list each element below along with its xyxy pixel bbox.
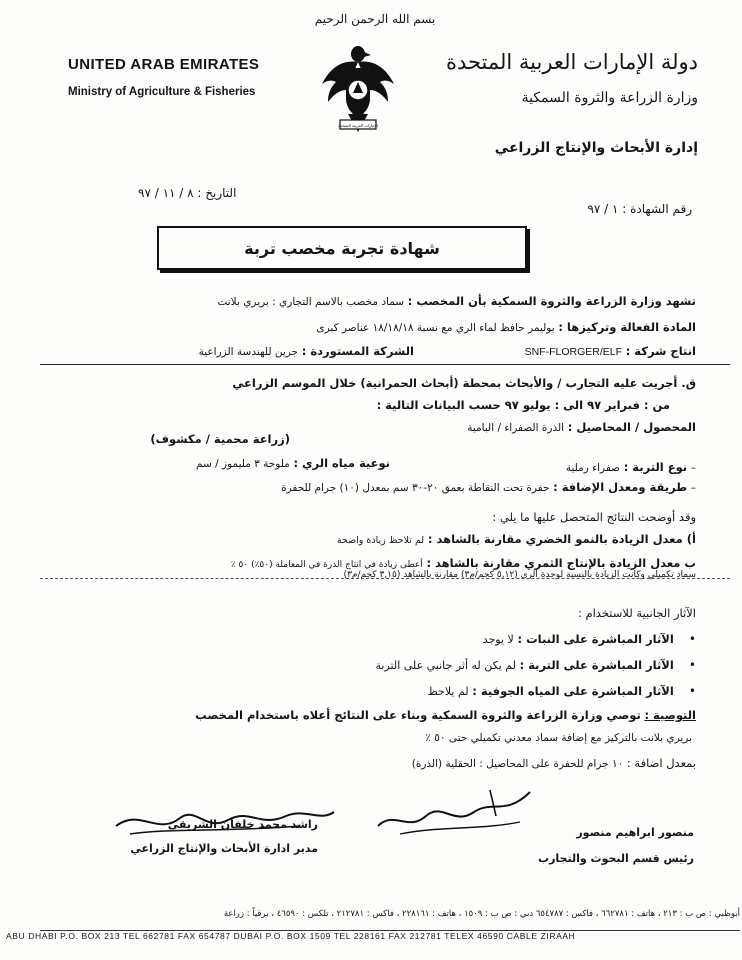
- right-signature-scribble-icon: [370, 786, 540, 842]
- certificate-number: رقم الشهادة : ١ / ٩٧: [587, 202, 692, 216]
- water-value: ملوحة ٣ مليموز / سم: [196, 458, 290, 470]
- recommendation-line-2: بريري بلانت بالتركيز مع إضافة سماد معدني تكميلي حتى ٥٠ ٪: [425, 732, 692, 744]
- side-effect-item: • الآثار المباشرة على المياه الجوفية : لم يلاحظ: [427, 684, 696, 698]
- rate-value: ١٠ جرام للحفرة على المحاصيل : الحقلية (الذرة): [411, 758, 624, 770]
- right-signatory-title: رئيس قسم البحوث والتجارب: [538, 852, 694, 865]
- trials-intro: ق. أجريت عليه التجارب / والأبحاث بمحطة (أبحاث الحمرانية) خلال الموسم الزراعي: [232, 376, 696, 390]
- side-effects-heading: الآثار الجانبية للاستخدام :: [577, 606, 696, 620]
- left-signatory-title: مدير ادارة الأبحاث والإنتاج الزراعي: [130, 842, 318, 855]
- footer-contact-en: ABU DHABI P.O. BOX 213 TEL 662781 FAX 654787 DUBAI P.O. BOX 1509 TEL 228161 FAX 212781 TELEX 46590 CABLE ZIRAAH: [6, 931, 576, 941]
- crop-value: الذرة الصفراء / البامية: [467, 422, 565, 434]
- ministry-name-ar: وزارة الزراعة والثروة السمكية: [521, 90, 698, 106]
- side-effect-value: لم يلاحظ: [427, 685, 469, 698]
- method-value: حفرة تحت النقاطة بعمق ٢٠-٣٠ سم بمعدل (١٠) جرام للحفرة: [281, 482, 550, 494]
- soil-value: صفراء رملية: [565, 462, 621, 474]
- ministry-name-en: Ministry of Agriculture & Fisheries: [68, 86, 256, 98]
- detail-line-3-label: انتاج شركة :: [625, 344, 696, 358]
- result-a-row: [337, 532, 696, 546]
- side-effect-value: لم يكن له أثر جانبي على التربة: [375, 659, 516, 672]
- crop-label: المحصول / المحاصيل :: [567, 420, 696, 434]
- result-a-label: أ) معدل الزيادة بالنمو الخضري مقارنة بالشاهد :: [427, 532, 696, 546]
- certificate-date: التاريخ : ٨ / ١١ / ٩٧: [138, 186, 237, 200]
- department-name-ar: إدارة الأبحاث والإنتاج الزراعي: [494, 140, 698, 156]
- side-effect-item: • الآثار المباشرة على النبات : لا يوجد: [482, 632, 696, 646]
- certificate-title: شهادة تجربة مخصب تربة: [244, 238, 440, 258]
- result-b-value: أعطى زيادة في انتاج الذرة في المعاملة (٥٠٪) ٥٠ ٪: [230, 560, 423, 570]
- side-effect-label: الآثار المباشرة على المياه الجوفية :: [472, 684, 674, 698]
- crop-row: [467, 420, 696, 434]
- detail-line-4-label: الشركة المستوردة :: [301, 344, 414, 358]
- certificate-title-box: [157, 226, 527, 270]
- detail-line-1-label: تشهد وزارة الزراعة والثروة السمكية بأن المخصب :: [407, 294, 696, 308]
- detail-line-4: [199, 344, 414, 358]
- section-divider-dashed: [40, 578, 730, 579]
- method-label: طريقة ومعدل الإضافة :: [553, 480, 688, 494]
- water-row: [196, 456, 390, 470]
- detail-line-2-label: المادة الفعالة وتركيزها :: [558, 320, 696, 334]
- side-effect-item: • الآثار المباشرة على التربة : لم يكن له أثر جانبي على التربة: [375, 658, 696, 672]
- crop-type: (زراعة محمية / مكشوف): [150, 432, 290, 446]
- section-divider: [40, 364, 730, 365]
- footer-contact-ar: أبوظبي : ص ب : ٢١٣ ، هاتف : ٦٦٢٧٨١ ، فاكس : ٦٥٤٧٨٧ دبي : ص ب : ١٥٠٩ ، هاتف : ٢٢٨١٦١ ، فاكس : ٢١٢٧٨١ ، تلكس : ٤٦٥٩٠ ، برقياً : زراعة: [223, 909, 740, 919]
- side-effect-label: الآثار المباشرة على التربة :: [519, 658, 674, 672]
- soil-row: – نوع التربة : صفراء رملية: [565, 460, 696, 474]
- basmala: بسم الله الرحمن الرحيم: [314, 12, 436, 26]
- left-signatory-name: راشد محمد خلفان الشريقي: [167, 818, 318, 831]
- rate-row: [412, 756, 696, 770]
- detail-line-3: [525, 344, 696, 358]
- detail-line-2-value: بوليمر حافظ لماء الري مع نسبة ١٨/١٨/١٨ عناصر كبرى: [316, 322, 555, 334]
- trials-period: من : فبراير ٩٧ الى : يوليو ٩٧ حسب البيانات التالية :: [376, 398, 670, 412]
- result-b-row: [231, 556, 696, 570]
- country-name-ar: دولة الإمارات العربية المتحدة: [445, 50, 698, 74]
- result-b-note: سماد تكميلي وكانت الزيادة بالنسبة لوحدة الري (٥,١٢ كجم/م٣) مقارنة بالشاهد (٣,١٥ كجم/م٣): [343, 570, 696, 580]
- emblem-caption: الإمارات العربية المتحدة: [338, 123, 378, 128]
- detail-line-4-value: جرين للهندسة الزراعية: [198, 346, 299, 358]
- method-row: – طريقة ومعدل الإضافة : حفرة تحت النقاطة بعمق ٢٠-٣٠ سم بمعدل (١٠) جرام للحفرة: [281, 480, 696, 494]
- recommendation-label: التوصية :: [644, 708, 696, 722]
- right-signatory-name: منصور ابراهيم منصور: [576, 826, 694, 839]
- result-a-value: لم تلاحظ زيادة واضحة: [336, 535, 425, 546]
- detail-line-1-value: سماد مخصب بالاسم التجاري : بريري بلانت: [217, 296, 405, 308]
- uae-falcon-emblem-icon: [318, 40, 398, 136]
- water-label: نوعية مياه الري :: [293, 456, 390, 470]
- country-name-en: UNITED ARAB EMIRATES: [68, 56, 260, 73]
- detail-line-3-value: SNF-FLORGER/ELF: [524, 346, 623, 358]
- recommendation-text: توصي وزارة الزراعة والثروة السمكية وبناء على النتائج أعلاه باستخدام المخصب: [195, 708, 641, 722]
- detail-line-1: [217, 294, 696, 308]
- soil-label: نوع التربة :: [623, 460, 688, 474]
- result-b-label: ب معدل الزيادة بالإنتاج الثمري مقارنة بالشاهد :: [426, 556, 696, 570]
- results-intro: وقد أوضحت النتائج المتحصل عليها ما يلي :: [492, 510, 696, 524]
- side-effect-value: لا يوجد: [482, 633, 514, 646]
- detail-line-2: [316, 320, 696, 334]
- recommendation-row: [195, 708, 696, 722]
- rate-label: بمعدل اضافة :: [626, 756, 696, 770]
- side-effect-label: الآثار المباشرة على النبات :: [517, 632, 674, 646]
